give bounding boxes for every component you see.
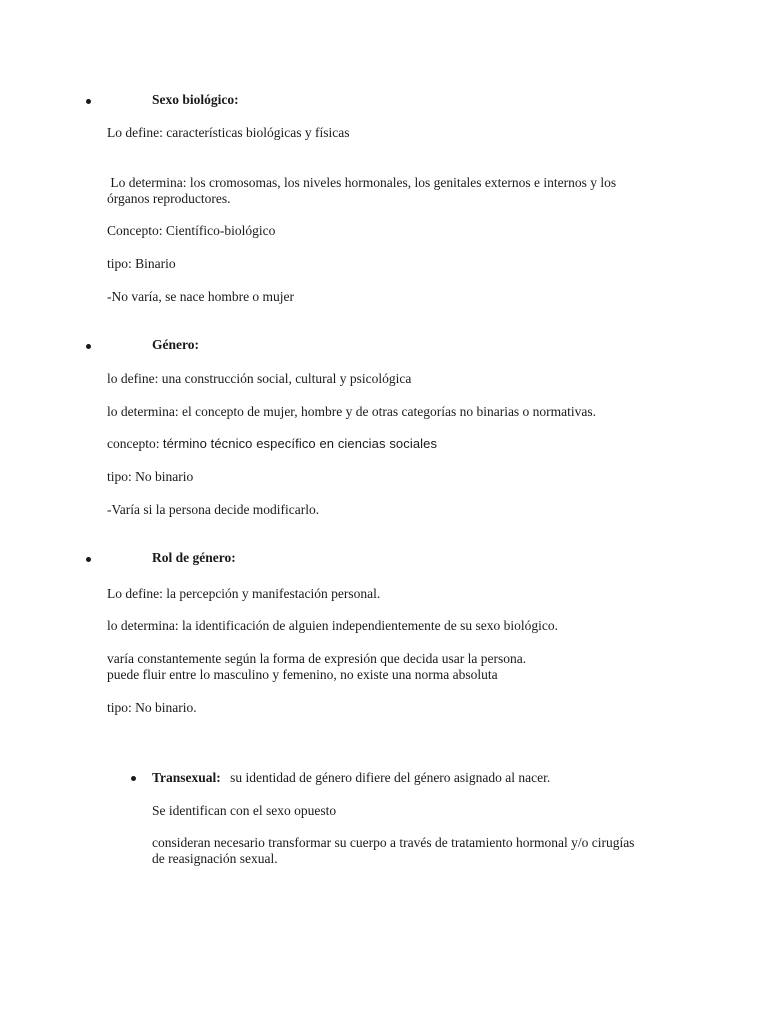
- bullet-rol-de-genero: [86, 557, 91, 562]
- heading-rol-de-genero: Rol de género:: [152, 550, 236, 565]
- rol-varia-line2: puede fluir entre lo masculino y femenino, no existe una norma absoluta: [107, 667, 498, 682]
- transexual-term: Transexual:: [152, 770, 221, 785]
- rol-define: Lo define: la percepción y manifestación personal.: [107, 586, 381, 601]
- genero-concepto-prefix: concepto:: [107, 436, 163, 451]
- rol-varia-line1: varía constantemente según la forma de expresión que decida usar la persona.: [107, 651, 527, 666]
- heading-sexo-biologico: Sexo biológico:: [152, 92, 239, 107]
- transexual-consideran-line2: de reasignación sexual.: [152, 851, 278, 866]
- bullet-transexual: [131, 776, 136, 781]
- sexo-determina: [107, 175, 616, 207]
- sexo-varia: -No varía, se nace hombre o mujer: [107, 289, 295, 304]
- transexual-consideran-line1: consideran necesario transformar su cuerpo a través de tratamiento hormonal y/o cirugías: [152, 835, 635, 850]
- genero-tipo: tipo: No binario: [107, 469, 194, 484]
- heading-genero: Género:: [152, 337, 199, 352]
- sexo-determina-line2: órganos reproductores.: [107, 191, 231, 206]
- rol-determina: lo determina: la identificación de alguien independientemente de su sexo biológico.: [107, 618, 558, 633]
- sexo-tipo: tipo: Binario: [107, 256, 176, 271]
- bullet-genero: [86, 344, 91, 349]
- sexo-determina-line1: Lo determina: los cromosomas, los niveles hormonales, los genitales externos e internos y los: [107, 175, 617, 190]
- genero-concepto: [107, 436, 437, 452]
- transexual-consideran: [152, 835, 634, 867]
- rol-tipo: tipo: No binario.: [107, 700, 197, 715]
- genero-varia: -Varía si la persona decide modificarlo.: [107, 502, 320, 517]
- transexual-definition: su identidad de género difiere del género asignado al nacer.: [230, 770, 551, 785]
- bullet-sexo-biologico: [86, 99, 91, 104]
- sexo-concepto: Concepto: Científico-biológico: [107, 223, 276, 238]
- rol-varia: [107, 651, 526, 683]
- transexual-identifican: Se identifican con el sexo opuesto: [152, 803, 337, 818]
- genero-determina: lo determina: el concepto de mujer, hombre y de otras categorías no binarias o normativas.: [107, 404, 597, 419]
- genero-concepto-value: término técnico específico en ciencias sociales: [162, 436, 438, 451]
- sexo-define: Lo define: características biológicas y físicas: [107, 125, 350, 140]
- transexual-line: [152, 770, 550, 786]
- genero-define: lo define: una construcción social, cultural y psicológica: [107, 371, 412, 386]
